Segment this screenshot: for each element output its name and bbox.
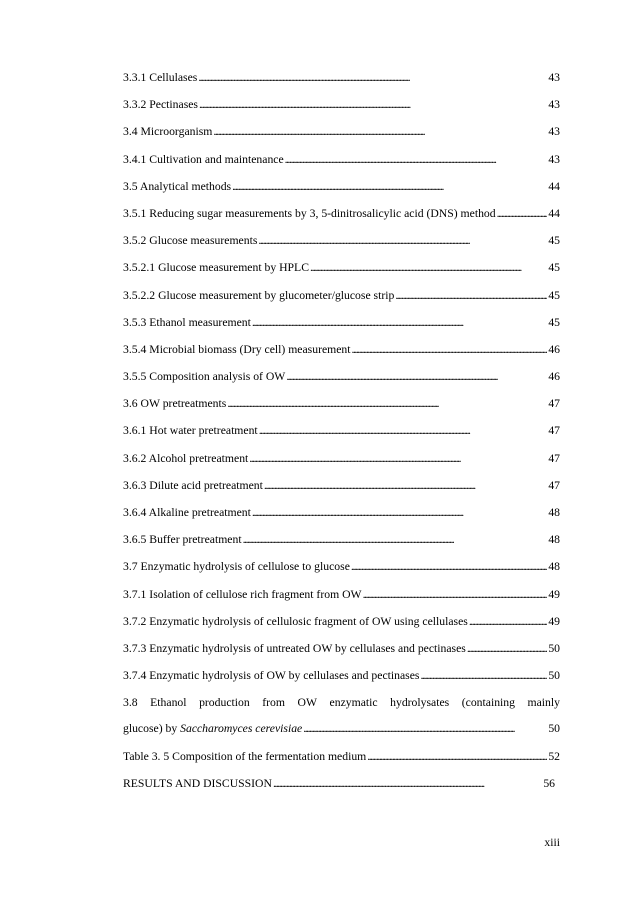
toc-entry-title: 3.5.3 Ethanol measurement bbox=[123, 315, 251, 329]
toc-entry-page: 46 bbox=[548, 370, 560, 384]
toc-entry-title: 3.5 Analytical methods bbox=[123, 179, 232, 193]
toc-entry bbox=[123, 559, 560, 574]
toc-entry bbox=[123, 233, 560, 248]
dot-leader bbox=[198, 70, 547, 85]
toc-entry-title: 3.6.4 Alkaline pretreatment bbox=[123, 506, 251, 519]
toc-entry-title: 3.5.1 Reducing sugar measurements by 3, 5-dinitrosalicylic acid (DNS) method bbox=[123, 206, 496, 220]
dot-leader bbox=[351, 559, 547, 574]
toc-entry bbox=[123, 668, 560, 683]
dot-leader bbox=[467, 641, 547, 656]
toc-entry bbox=[123, 124, 560, 139]
toc-entry-3-8-line1 bbox=[123, 695, 560, 710]
dot-leader bbox=[303, 721, 547, 736]
toc-entry bbox=[123, 478, 560, 493]
toc-entry-page: 48 bbox=[548, 533, 560, 547]
dot-leader bbox=[258, 233, 547, 248]
toc-entry-page: 43 bbox=[548, 98, 560, 112]
dot-leader bbox=[243, 532, 548, 547]
dot-leader bbox=[252, 315, 547, 330]
toc-entry-page: 47 bbox=[548, 451, 560, 465]
toc-entry-title: 3.3.1 Cellulases bbox=[123, 71, 198, 84]
toc-entry bbox=[123, 342, 560, 357]
toc-entry bbox=[123, 179, 560, 194]
word: enzymatic bbox=[329, 696, 378, 710]
toc-entry bbox=[123, 70, 560, 85]
dot-leader bbox=[395, 288, 547, 303]
toc-entry-title: 3.3.2 Pectinases bbox=[123, 98, 198, 112]
dot-leader bbox=[232, 179, 547, 194]
toc-entry bbox=[123, 97, 560, 112]
toc-entry-page: 43 bbox=[548, 125, 560, 139]
toc-entry-page: 45 bbox=[548, 234, 560, 248]
toc-entry-title: RESULTS AND DISCUSSION bbox=[123, 776, 272, 790]
toc-entry-page: 56 bbox=[543, 776, 555, 790]
dot-leader bbox=[252, 505, 547, 520]
toc-entry-title: 3.6.2 Alcohol pretreatment bbox=[123, 451, 249, 465]
toc-entry bbox=[123, 641, 560, 656]
toc-entry bbox=[123, 152, 560, 167]
toc-entry-title: 3.7.3 Enzymatic hydrolysis of untreated OW by cellulases and pectinases bbox=[123, 641, 466, 655]
word: production bbox=[199, 696, 250, 710]
dot-leader bbox=[249, 451, 547, 466]
toc-entry-title: 3.6.3 Dilute acid pretreatment bbox=[123, 478, 263, 492]
toc-entry-results bbox=[123, 776, 555, 791]
toc-entry bbox=[123, 505, 560, 520]
toc-entry-page: 49 bbox=[548, 614, 560, 628]
toc-entry bbox=[123, 206, 560, 221]
toc-entry-title: 3.4 Microorganism bbox=[123, 125, 213, 139]
dot-leader bbox=[286, 369, 547, 384]
toc-entry-page: 47 bbox=[548, 478, 560, 492]
word: from bbox=[262, 696, 285, 710]
toc-entry-title: 3.5.2.1 Glucose measurement by HPLC bbox=[123, 261, 309, 275]
dot-leader bbox=[352, 342, 548, 357]
toc-entry-title: 3.7 Enzymatic hydrolysis of cellulose to glucose bbox=[123, 560, 350, 574]
table-of-contents bbox=[123, 70, 560, 791]
word: mainly bbox=[527, 696, 560, 710]
toc-entry-title: 3.5.2.2 Glucose measurement by glucometer/glucose strip bbox=[123, 288, 395, 302]
dot-leader bbox=[363, 587, 548, 602]
toc-entry-3-8-line2 bbox=[123, 721, 560, 736]
dot-leader bbox=[310, 260, 547, 275]
toc-entry bbox=[123, 451, 560, 466]
toc-entry bbox=[123, 260, 560, 275]
dot-leader bbox=[259, 423, 548, 438]
toc-entry-page: 43 bbox=[548, 71, 560, 84]
toc-entry-page: 45 bbox=[548, 288, 560, 302]
dot-leader bbox=[264, 478, 547, 493]
toc-entry-page: 49 bbox=[548, 587, 560, 601]
toc-entry-3-8 bbox=[123, 695, 560, 736]
toc-entry-title: 3.6 OW pretreatments bbox=[123, 397, 227, 411]
toc-entry-page: 52 bbox=[548, 749, 560, 763]
word: (containing bbox=[461, 696, 515, 710]
dot-leader bbox=[285, 152, 548, 167]
toc-entry-page: 44 bbox=[548, 206, 560, 220]
dot-leader bbox=[497, 206, 548, 221]
dot-leader bbox=[367, 749, 547, 764]
toc-entry-page: 50 bbox=[548, 641, 560, 655]
toc-entry-title: 3.7.1 Isolation of cellulose rich fragment from OW bbox=[123, 587, 362, 601]
word: OW bbox=[297, 696, 317, 710]
toc-entry bbox=[123, 587, 560, 602]
word: hydrolysates bbox=[390, 696, 450, 710]
toc-entry-title: 3.4.1 Cultivation and maintenance bbox=[123, 152, 284, 166]
toc-entry-page: 50 bbox=[548, 669, 560, 683]
toc-entry-page: 43 bbox=[548, 152, 560, 166]
toc-entry-page: 46 bbox=[548, 342, 560, 356]
toc-entry bbox=[123, 423, 560, 438]
toc-entry-title: 3.5.5 Composition analysis of OW bbox=[123, 370, 286, 384]
toc-entry bbox=[123, 315, 560, 330]
word: 3.8 bbox=[123, 696, 138, 710]
toc-entry-page: 45 bbox=[548, 315, 560, 329]
toc-entry bbox=[123, 369, 560, 384]
toc-entry-title: 3.7.2 Enzymatic hydrolysis of cellulosic fragment of OW using cellulases bbox=[123, 614, 468, 628]
toc-entry-page: 50 bbox=[548, 722, 560, 736]
toc-entry-page: 47 bbox=[548, 424, 560, 438]
toc-entry-table bbox=[123, 749, 560, 764]
toc-entry-page: 48 bbox=[548, 506, 560, 519]
dot-leader bbox=[213, 124, 547, 139]
toc-entry bbox=[123, 614, 560, 629]
toc-entry-page: 48 bbox=[548, 560, 560, 574]
dot-leader bbox=[469, 614, 548, 629]
toc-entry bbox=[123, 396, 560, 411]
dot-leader bbox=[227, 396, 547, 411]
toc-entry-title: 3.5.4 Microbial biomass (Dry cell) measurement bbox=[123, 342, 351, 356]
word: Ethanol bbox=[150, 696, 187, 710]
dot-leader bbox=[199, 97, 547, 112]
toc-entry-title: 3.7.4 Enzymatic hydrolysis of OW by cellulases and pectinases bbox=[123, 669, 420, 683]
dot-leader bbox=[420, 668, 547, 683]
toc-entry-page: 47 bbox=[548, 397, 560, 411]
title-prefix: glucose) by bbox=[123, 722, 181, 736]
toc-entry bbox=[123, 288, 560, 303]
toc-entry bbox=[123, 532, 560, 547]
toc-entry-title: Table 3. 5 Composition of the fermentation medium bbox=[123, 749, 367, 763]
toc-entry-title: 3.6.5 Buffer pretreatment bbox=[123, 533, 242, 547]
page-number: xiii bbox=[544, 836, 560, 849]
toc-entry-page: 44 bbox=[548, 179, 560, 193]
toc-entry-title: 3.5.2 Glucose measurements bbox=[123, 234, 258, 248]
dot-leader bbox=[273, 776, 542, 791]
toc-entry-title: 3.6.1 Hot water pretreatment bbox=[123, 424, 258, 438]
toc-entry-page: 45 bbox=[548, 261, 560, 275]
organism-name: Saccharomyces cerevisiae bbox=[180, 722, 303, 736]
toc-entry-title bbox=[123, 721, 302, 736]
